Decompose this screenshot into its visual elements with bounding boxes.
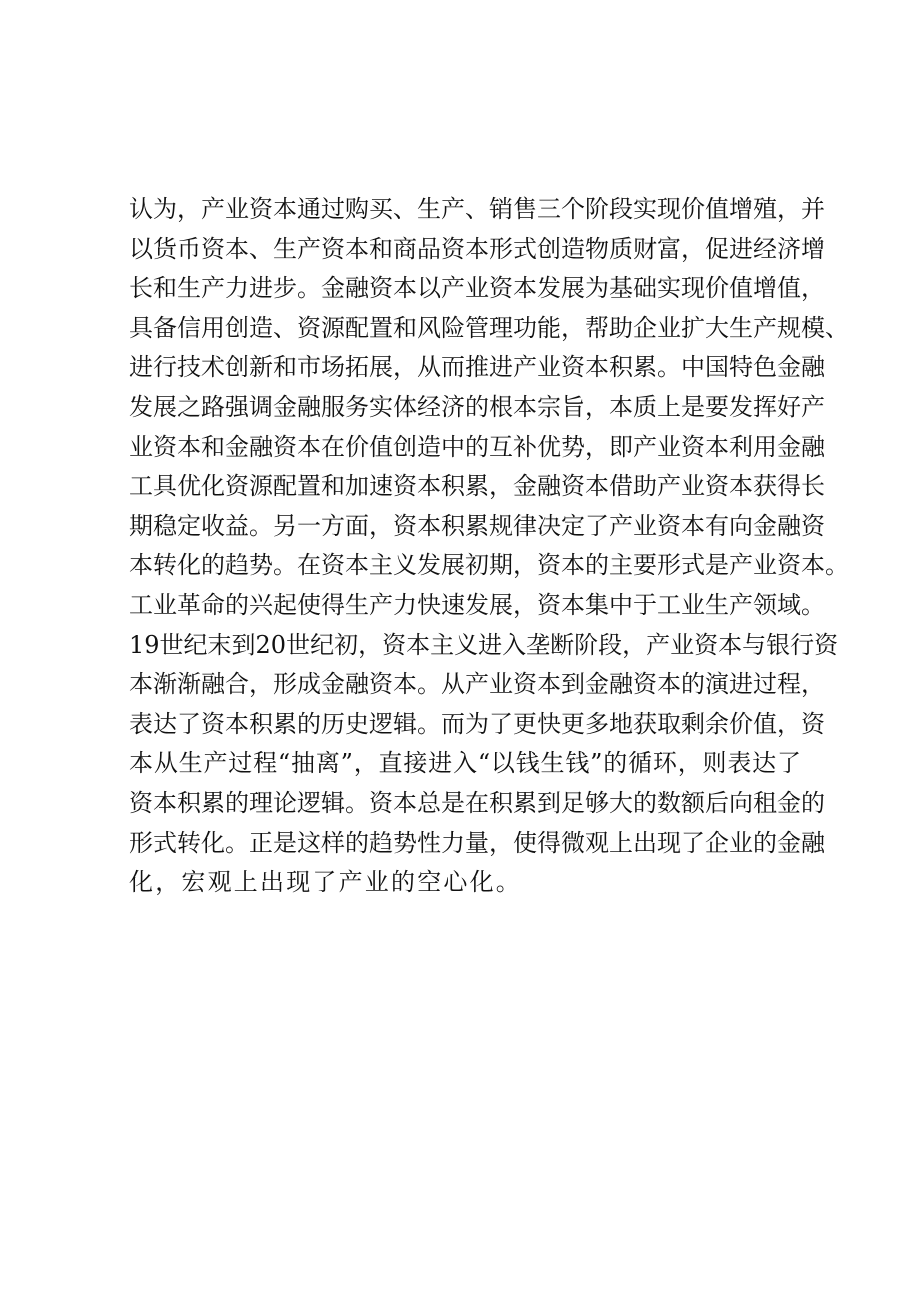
text-line: 工具优化资源配置和加速资本积累，金融资本借助产业资本获得长 (129, 472, 825, 501)
text-line: 形式转化。正是这样的趋势性力量，使得微观上出现了企业的金融 (129, 828, 825, 857)
text-line: 本转化的趋势。在资本主义发展初期，资本的主要形式是产业资本。 (129, 551, 849, 580)
text-line: 表达了资本积累的历史逻辑。而为了更快更多地获取剩余价值，资 (129, 709, 825, 738)
text-line: 发展之路强调金融服务实体经济的根本宗旨，本质上是要发挥好产 (129, 392, 825, 421)
text-line: 进行技术创新和市场拓展，从而推进产业资本积累。中国特色金融 (129, 353, 825, 382)
text-line: 长和生产力进步。金融资本以产业资本发展为基础实现价值增值， (129, 274, 825, 303)
text-line: 本渐渐融合，形成金融资本。从产业资本到金融资本的演进过程， (129, 670, 825, 699)
text-line: 19世纪末到20世纪初，资本主义进入垄断阶段，产业资本与银行资 (129, 630, 839, 659)
text-line: 以货币资本、生产资本和商品资本形式创造物质财富，促进经济增 (129, 234, 825, 263)
text-line-last: 化，宏观上出现了产业的空心化。 (129, 868, 522, 897)
body-paragraph (129, 190, 849, 903)
text-line: 工业革命的兴起使得生产力快速发展，资本集中于工业生产领域。 (129, 590, 825, 619)
text-line: 具备信用创造、资源配置和风险管理功能，帮助企业扩大生产规模、 (129, 313, 849, 342)
text-line: 业资本和金融资本在价值创造中的互补优势，即产业资本利用金融 (129, 432, 825, 461)
text-line: 本从生产过程“抽离”，直接进入“以钱生钱”的循环，则表达了 (129, 749, 801, 778)
text-line: 认为，产业资本通过购买、生产、销售三个阶段实现价值增殖，并 (129, 195, 825, 223)
text-line: 期稳定收益。另一方面，资本积累规律决定了产业资本有向金融资 (129, 511, 825, 540)
text-line: 资本积累的理论逻辑。资本总是在积累到足够大的数额后向租金的 (129, 788, 825, 817)
